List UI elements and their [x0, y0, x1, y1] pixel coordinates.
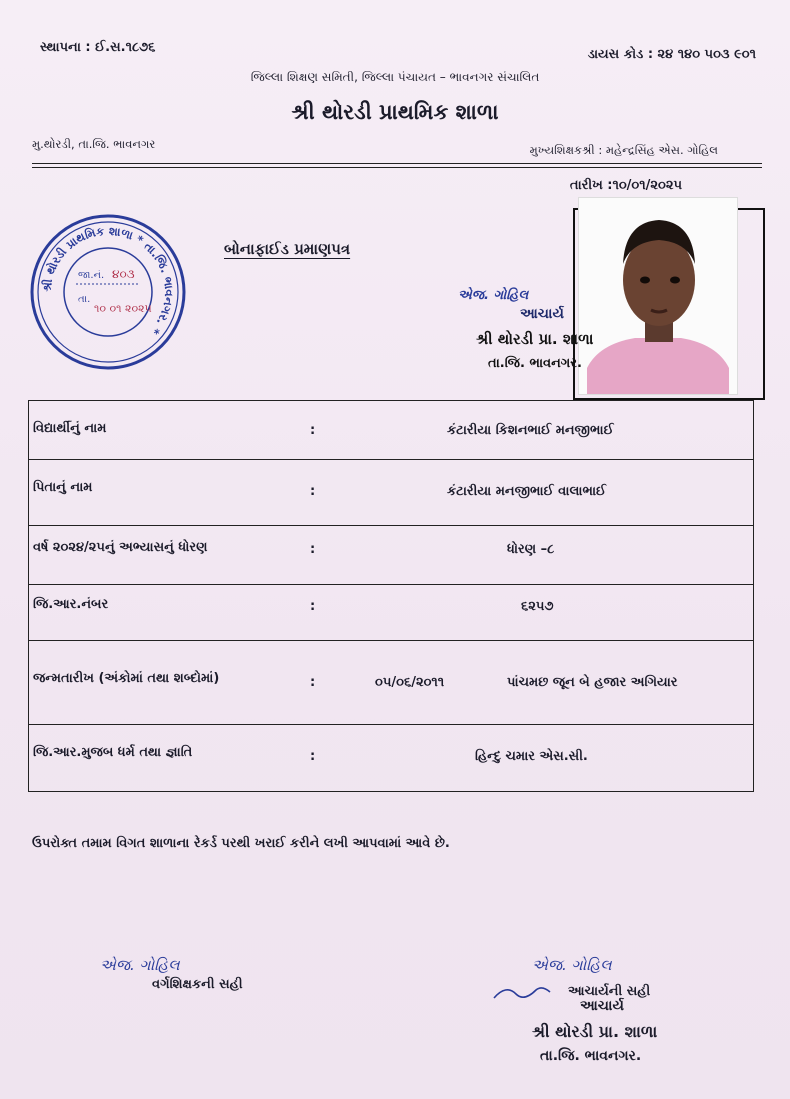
principal-stamp-line1: શ્રી થોરડી પ્રા. શાળા: [532, 1022, 658, 1041]
row-colon: :: [310, 749, 316, 764]
header-divider: [32, 163, 762, 164]
row-label: વર્ષ ૨૦૨૪/૨૫નું અભ્યાસનું ધોરણ: [33, 540, 208, 555]
student-name: કંટારીયા કિશનભાઈ મનજીભાઈ: [447, 423, 614, 438]
row-label: વિદ્યાર્થીનું નામ: [33, 421, 107, 436]
table-row: [29, 401, 753, 460]
table-row: [29, 725, 753, 791]
photo-stamp-signature: એજ. ગોહિલ: [458, 288, 529, 303]
seal-no-value: ૪૦૩: [112, 267, 135, 281]
standard: ધોરણ –૮: [507, 542, 555, 557]
gr-number: ૬૨૫૭: [521, 599, 554, 614]
photo-stamp-line2: તા.જિ. ભાવનગર.: [488, 356, 582, 371]
seal-date-label: તા.: [78, 294, 91, 305]
verification-note: ઉપરોક્ત તમામ વિગત શાળાના રેકર્ડ પરથી ખરાઈ કરીને લખી આપવામાં આવે છે.: [32, 836, 450, 851]
table-row: [29, 460, 753, 526]
student-photo: [579, 198, 737, 394]
principal-stamp-line2: તા.જિ. ભાવનગર.: [540, 1048, 642, 1064]
student-details-table: [28, 400, 754, 792]
established-year: સ્થાપના : ઈ.સ.૧૮૭૬: [40, 40, 156, 55]
photo-stamp-line1: શ્રી થોરડી પ્રા. શાળા: [476, 330, 594, 348]
header-divider-thin: [32, 167, 762, 168]
principal-label: આચાર્યની સહી: [568, 984, 651, 999]
table-row: [29, 526, 753, 585]
school-address: મુ.થોરડી, તા.જિ. ભાવનગર: [32, 137, 156, 151]
head-teacher: મુખ્યશિક્ષકશ્રી : મહેન્દ્રસિંહ એસ. ગોહિલ: [529, 143, 718, 157]
principal-stamp-role: આચાર્ય: [580, 998, 624, 1014]
religion-caste: હિન્દુ ચમાર એસ.સી.: [475, 749, 588, 764]
class-teacher-label: વર્ગશિક્ષકની સહી: [152, 977, 243, 992]
school-name: શ્રી થોરડી પ્રાથમિક શાળા: [291, 100, 499, 124]
row-colon: :: [310, 542, 316, 557]
row-label: જન્મતારીખ (અંકોમાં તથા શબ્દોમાં): [33, 671, 220, 686]
seal-icon: [28, 212, 188, 372]
managed-by: જિલ્લા શિક્ષણ સમિતી, જિલ્લા પંચાયત – ભાવનગર સંચાલિત: [250, 70, 540, 84]
signature-flourish-icon: [492, 982, 552, 1004]
row-colon: :: [310, 423, 316, 438]
row-colon: :: [310, 675, 316, 690]
row-label: પિતાનું નામ: [33, 480, 93, 495]
issue-date: તારીખ :૧૦/૦૧/૨૦૨૫: [569, 178, 682, 193]
student-photo-frame: [573, 198, 763, 398]
principal-signature: એજ. ગોહિલ: [532, 956, 612, 974]
seal-ring-text: શ્રી થોરડી પ્રાથમિક શાળા * તા.જિ. ભાવનગર. *: [39, 223, 177, 338]
table-row: [29, 641, 753, 725]
birth-date-digits: ૦૫/૦૬/૨૦૧૧: [375, 675, 445, 690]
seal-date-value: ૧૦ ૦૧ ૨૦૨૫: [94, 302, 152, 315]
seal-no-label: જા.નં.: [78, 270, 105, 281]
row-colon: :: [310, 484, 316, 499]
class-teacher-signature: એજ. ગોહિલ: [100, 956, 180, 974]
row-label: જિ.આર.મુજબ ધર્મ તથા જ્ઞાતિ: [33, 745, 193, 760]
dise-code: ડાયસ કોડ : ૨૪ ૧૪૦ ૫૦૩ ૯૦૧: [587, 47, 756, 62]
birth-date-words: પાંચમછ જૂન બે હજાર અગિયાર: [507, 675, 678, 690]
student-portrait-icon: [579, 198, 737, 394]
school-seal: [28, 212, 188, 372]
certificate-title: બોનાફાઈડ પ્રમાણપત્ર: [224, 240, 351, 258]
father-name: કંટારીયા મનજીભાઈ વાલાભાઈ: [447, 484, 607, 499]
table-row: [29, 585, 753, 641]
photo-stamp-role: આચાર્ય: [520, 306, 564, 322]
row-colon: :: [310, 599, 316, 614]
row-label: જિ.આર.નંબર: [33, 597, 109, 612]
